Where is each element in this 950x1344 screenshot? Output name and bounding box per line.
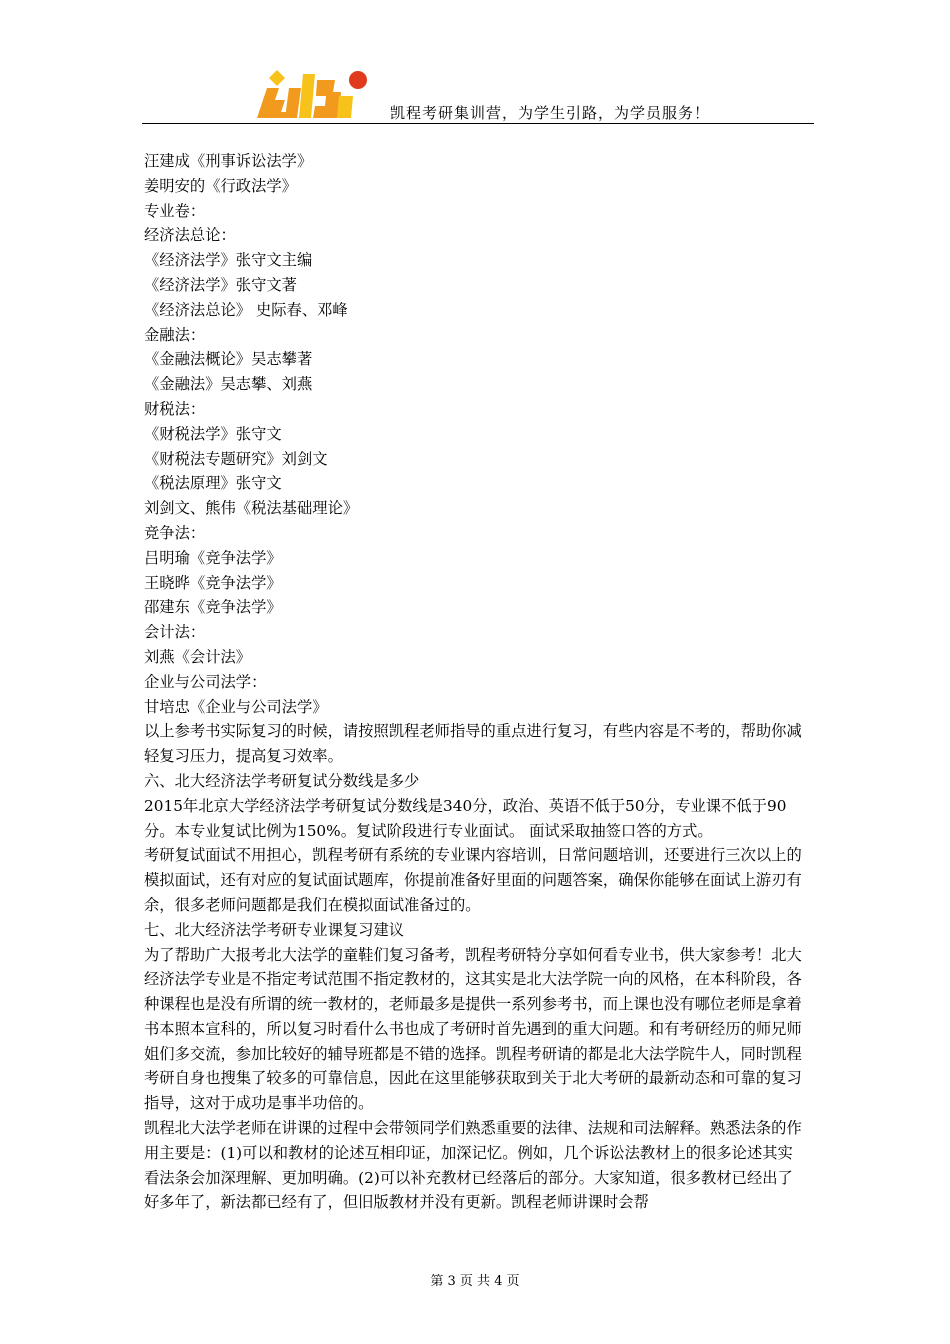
header-divider	[142, 123, 814, 124]
page-number: 第 3 页 共 4 页	[430, 1274, 520, 1289]
body-paragraph: 凯程北大法学老师在讲课的过程中会带领同学们熟悉重要的法律、法规和司法解释。熟悉法条的作用主要是：(1)可以和教材的论述互相印证，加深记忆。例如，几个诉讼法教材上的很多论述其实看法条会加深理解、更加明确。(2)可以补充教材已经落后的部分。大家知道，很多教材已经出了好多年了，新法都已经有了，但旧版教材并没有更新。凯程老师讲课时会帮	[144, 1119, 802, 1212]
book-line: 《财税法专题研究》刘剑文	[144, 449, 328, 468]
book-line: 刘剑文、熊伟《税法基础理论》	[144, 499, 359, 518]
body-paragraph: 考研复试面试不用担心，凯程考研有系统的专业课内容培训，日常问题培训，还要进行三次以上的模拟面试，还有对应的复试面试题库，你提前准备好里面的问题答案，确保你能够在面试上游刃有余，很多老师问题都是我们在模拟面试准备过的。	[144, 846, 802, 914]
book-line: 甘培忠《企业与公司法学》	[144, 697, 328, 716]
category-label: 竞争法：	[144, 523, 206, 542]
category-label: 专业卷：	[144, 201, 206, 220]
body-paragraph: 以上参考书实际复习的时候，请按照凯程老师指导的重点进行复习，有些内容是不考的，帮助你减轻复习压力，提高复习效率。	[144, 722, 802, 766]
category-label: 会计法：	[144, 623, 206, 642]
header-slogan: 凯程考研集训营，为学生引路，为学员服务！	[390, 104, 711, 122]
page-header	[142, 60, 814, 126]
book-line: 《财税法学》张守文	[144, 424, 282, 443]
section-heading: 六、北大经济法学考研复试分数线是多少	[144, 771, 420, 790]
book-line: 《经济法总论》 史际春、邓峰	[144, 300, 348, 319]
document-body	[144, 149, 808, 1215]
book-line: 《经济法学》张守文著	[144, 275, 297, 294]
book-line: 《税法原理》张守文	[144, 474, 282, 493]
body-paragraph: 2015年北京大学经济法学考研复试分数线是340分，政治、英语不低于50分，专业课不低于90分。本专业复试比例为150%。复试阶段进行专业面试。 面试采取抽签口答的方式。	[144, 796, 787, 840]
book-line: 汪建成《刑事诉讼法学》	[144, 152, 313, 170]
section-heading: 七、北大经济法学考研专业课复习建议	[144, 920, 405, 939]
book-line: 吕明瑜《竞争法学》	[144, 548, 282, 567]
category-label: 经济法总论：	[144, 226, 236, 245]
book-line: 王晓晔《竞争法学》	[144, 573, 282, 592]
category-label: 企业与公司法学：	[144, 672, 267, 691]
category-label: 金融法：	[144, 325, 206, 344]
book-line: 《金融法》吴志攀、刘燕	[144, 375, 313, 394]
category-label: 财税法：	[144, 399, 206, 418]
book-line: 邵建东《竞争法学》	[144, 598, 282, 617]
book-line: 《经济法学》张守文主编	[144, 251, 313, 270]
body-paragraph: 为了帮助广大报考北大法学的童鞋们复习备考，凯程考研特分享如何看专业书，供大家参考！北大经济法学专业是不指定考试范围不指定教材的，这其实是北大法学院一向的风格，在本科阶段，各种课程也是没有所谓的统一教材的，老师最多是提供一系列参考书，而上课也没有哪位老师是拿着书本照本宣科的，所以复习时看什么书也成了考研时首先遇到的重大问题。和有考研经历的师兄师姐们多交流，参加比较好的辅导班都是不错的选择。凯程考研请的都是北大法学院牛人，同时凯程考研自身也搜集了较多的可靠信息，因此在这里能够获取到关于北大考研的最新动态和可靠的复习指导，这对于成功是事半功倍的。	[144, 945, 802, 1113]
kaicheng-logo	[255, 66, 373, 122]
book-line: 姜明安的《行政法学》	[144, 176, 297, 195]
book-line: 刘燕《会计法》	[144, 647, 252, 666]
book-line: 《金融法概论》吴志攀著	[144, 350, 313, 369]
